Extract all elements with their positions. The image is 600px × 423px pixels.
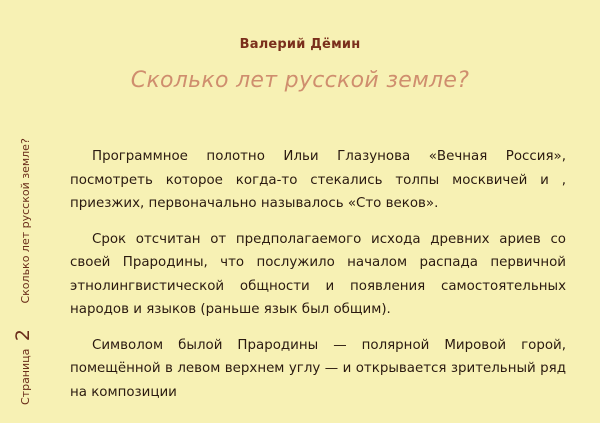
article-title: Сколько лет русской земле?: [130, 68, 470, 93]
paragraph: Срок отсчитан от предполагаемого исхода древних ариев со своей Прародины, что послужило началом распада первичной этнолингвистической общности и появления самостоятельных народов и языков (раньше язык был общим).: [70, 231, 566, 317]
paragraph: Программное полотно Ильи Глазунова «Вечная Россия», посмотреть которое когда-то стекались толпы москвичей и , приезжих, первоначально называлось «Сто веков».: [70, 149, 566, 211]
running-title: Сколько лет русской земле?: [19, 138, 32, 304]
page-number: 2: [12, 329, 34, 342]
author-name: Валерий Дёмин: [239, 37, 361, 52]
paragraph: Символом былой Прародины — полярной Мировой горой, помещённой в левом верхнем углу — и открывается зрительный ряд на композиции: [70, 337, 566, 400]
article-body: [70, 145, 566, 416]
page-label: Страница: [19, 348, 32, 405]
side-running-header: [12, 138, 34, 405]
